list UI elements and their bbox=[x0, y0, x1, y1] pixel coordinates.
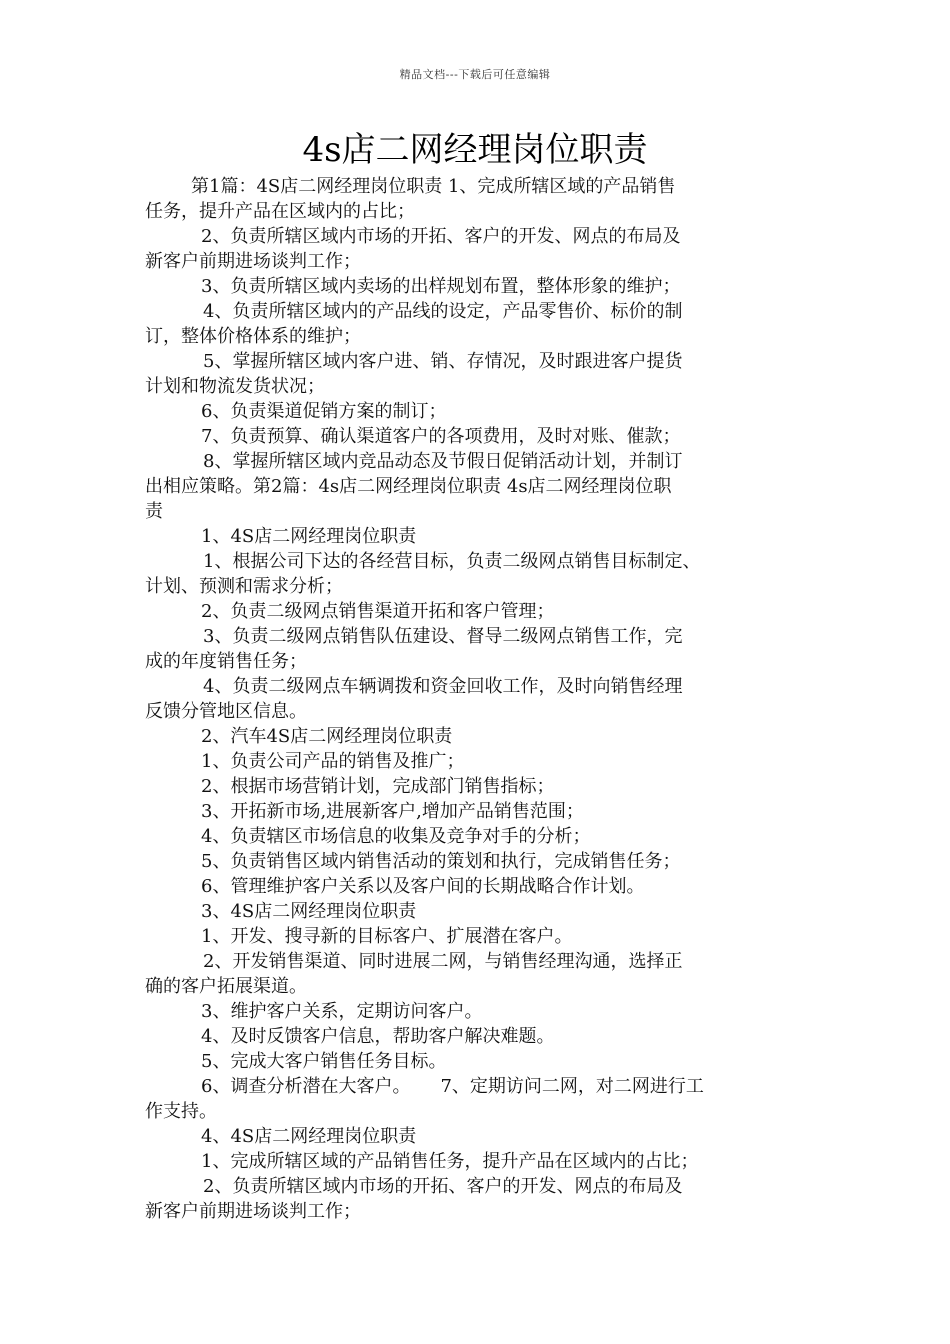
paragraph-line: 6、管理维护客户关系以及客户间的长期战略合作计划。 bbox=[201, 876, 645, 897]
page-header: 精品文档---下载后可任意编辑 bbox=[399, 68, 551, 81]
paragraph-line: 2、开发销售渠道、同时进展二网，与销售经理沟通，选择正 bbox=[203, 951, 683, 972]
paragraph-line: 确的客户拓展渠道。 bbox=[145, 976, 307, 997]
paragraph-line: 2、根据市场营销计划，完成部门销售指标； bbox=[201, 776, 555, 797]
paragraph-line: 2、负责所辖区域内市场的开拓、客户的开发、网点的布局及 bbox=[201, 226, 681, 247]
section-heading: 1、4S店二网经理岗位职责 bbox=[201, 526, 417, 547]
paragraph-segment: 6、调查分析潜在大客户。 bbox=[201, 1076, 411, 1097]
document-body bbox=[145, 174, 825, 1224]
paragraph-line: 3、负责所辖区域内卖场的出样规划布置，整体形象的维护； bbox=[201, 276, 681, 297]
paragraph-line: 5、负责销售区域内销售活动的策划和执行，完成销售任务； bbox=[201, 851, 681, 872]
paragraph-line: 3、维护客户关系，定期访问客户。 bbox=[201, 1001, 483, 1022]
paragraph-line: 作支持。 bbox=[145, 1101, 217, 1122]
paragraph-line: 7、负责预算、确认渠道客户的各项费用，及时对账、催款； bbox=[201, 426, 681, 447]
paragraph-line: 1、根据公司下达的各经营目标，负责二级网点销售目标制定、 bbox=[203, 551, 701, 572]
paragraph-line: 计划和物流发货状况； bbox=[145, 376, 325, 397]
paragraph-line: 2、负责二级网点销售渠道开拓和客户管理； bbox=[201, 601, 555, 622]
paragraph-line: 5、掌握所辖区域内客户进、销、存情况，及时跟进客户提货 bbox=[203, 351, 683, 372]
paragraph-line: 1、负责公司产品的销售及推广； bbox=[201, 751, 465, 772]
paragraph-line: 4、负责辖区市场信息的收集及竞争对手的分析； bbox=[201, 826, 591, 847]
paragraph-line: 3、开拓新市场,进展新客户,增加产品销售范围； bbox=[201, 801, 584, 822]
paragraph-line: 4、负责所辖区域内的产品线的设定，产品零售价、标价的制 bbox=[203, 301, 683, 322]
paragraph-line: 任务，提升产品在区域内的占比； bbox=[145, 201, 415, 222]
paragraph-line: 成的年度销售任务； bbox=[145, 651, 307, 672]
paragraph-line: 4、及时反馈客户信息，帮助客户解决难题。 bbox=[201, 1026, 555, 1047]
paragraph-line: 新客户前期进场谈判工作； bbox=[145, 1201, 361, 1222]
paragraph-line: 订，整体价格体系的维护； bbox=[145, 326, 361, 347]
paragraph-line bbox=[145, 1074, 825, 1099]
section-heading: 3、4S店二网经理岗位职责 bbox=[201, 901, 417, 922]
paragraph-line: 责 bbox=[145, 501, 163, 522]
section-heading: 4、4S店二网经理岗位职责 bbox=[201, 1126, 417, 1147]
paragraph-line: 出相应策略。第2篇：4s店二网经理岗位职责 4s店二网经理岗位职 bbox=[145, 476, 672, 497]
paragraph-line: 1、完成所辖区域的产品销售任务，提升产品在区域内的占比； bbox=[201, 1151, 699, 1172]
paragraph-line: 新客户前期进场谈判工作； bbox=[145, 251, 361, 272]
paragraph-line: 2、负责所辖区域内市场的开拓、客户的开发、网点的布局及 bbox=[203, 1176, 683, 1197]
document-title: 4s店二网经理岗位职责 bbox=[302, 130, 648, 170]
paragraph-line: 计划、预测和需求分析； bbox=[145, 576, 343, 597]
paragraph-line: 8、掌握所辖区域内竞品动态及节假日促销活动计划，并制订 bbox=[203, 451, 683, 472]
paragraph-line: 4、负责二级网点车辆调拨和资金回收工作，及时向销售经理 bbox=[203, 676, 683, 697]
paragraph-line: 第1篇：4S店二网经理岗位职责 1、完成所辖区域的产品销售 bbox=[191, 176, 676, 197]
paragraph-line: 反馈分管地区信息。 bbox=[145, 701, 307, 722]
paragraph-line: 6、负责渠道促销方案的制订； bbox=[201, 401, 447, 422]
paragraph-line: 3、负责二级网点销售队伍建设、督导二级网点销售工作，完 bbox=[203, 626, 683, 647]
paragraph-line: 1、开发、搜寻新的目标客户、扩展潜在客户。 bbox=[201, 926, 573, 947]
section-heading: 2、汽车4S店二网经理岗位职责 bbox=[201, 726, 453, 747]
paragraph-line: 5、完成大客户销售任务目标。 bbox=[201, 1051, 447, 1072]
paragraph-segment: 7、定期访问二网，对二网进行工 bbox=[440, 1076, 704, 1097]
